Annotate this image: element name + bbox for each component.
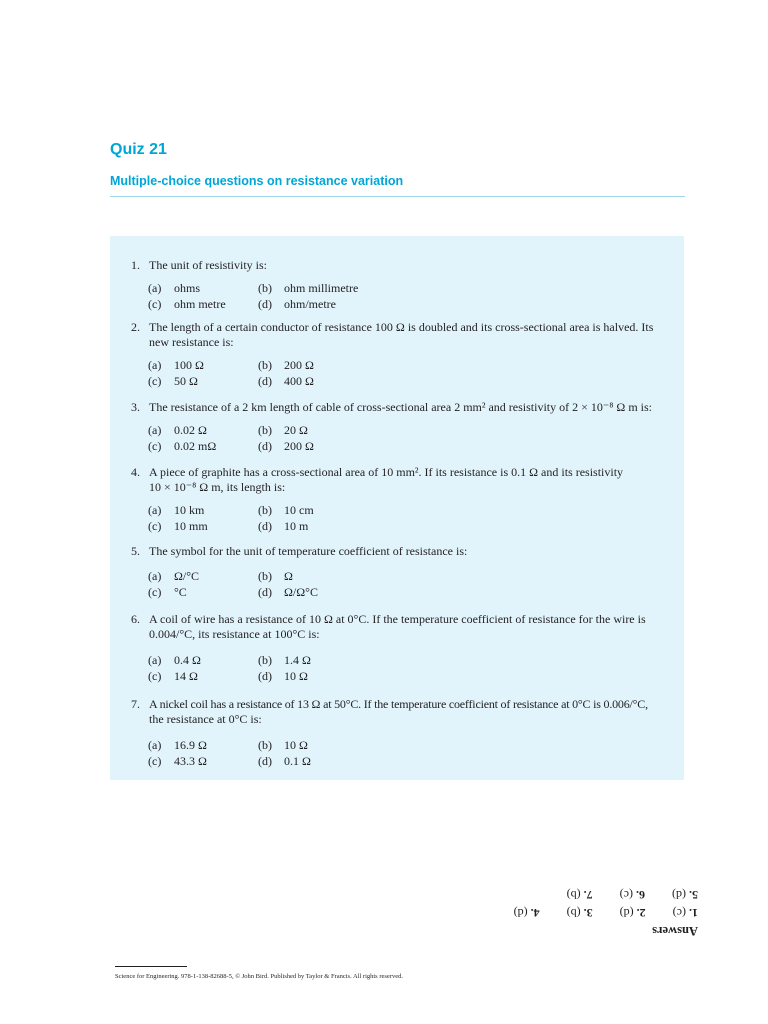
option-text: 50 Ω: [174, 374, 198, 388]
option-label: (b): [258, 358, 272, 372]
option-b: [258, 568, 293, 584]
option-text: 400 Ω: [284, 374, 314, 388]
option-b: [258, 422, 308, 438]
answers-line-1: [478, 904, 698, 922]
option-text: °C: [174, 585, 187, 599]
option-text: ohm/metre: [284, 297, 336, 311]
option-label: (c): [148, 374, 162, 388]
option-text: 200 Ω: [284, 358, 314, 372]
option-text: 16.9 Ω: [174, 738, 207, 752]
option-text: ohm metre: [174, 297, 226, 311]
option-d: [258, 668, 308, 684]
option-text: 0.02 mΩ: [174, 439, 217, 453]
option-b: [258, 357, 314, 373]
option-label: (d): [258, 374, 272, 388]
option-a: [148, 422, 207, 438]
option-label: (a): [148, 569, 162, 583]
quiz-subtitle: Multiple-choice questions on resistance variation: [110, 174, 404, 188]
option-label: (b): [258, 423, 272, 437]
option-c: [148, 518, 208, 534]
option-label: (c): [148, 585, 162, 599]
option-c: [148, 753, 207, 769]
option-text: Ω: [284, 569, 293, 583]
question-text-continued: 10 × 10⁻⁸ Ω m, its length is:: [149, 479, 286, 494]
option-label: (b): [258, 503, 272, 517]
question-text: A piece of graphite has a cross-sectional area of 10 mm². If its resistance is 0.1 Ω and its resistivity: [149, 465, 624, 479]
answer-item: 7. (b): [566, 888, 593, 902]
option-b: [258, 652, 311, 668]
option-label: (c): [148, 439, 162, 453]
quiz-title: Quiz 21: [110, 141, 167, 158]
footer-divider: [115, 966, 187, 967]
option-label: (d): [258, 297, 272, 311]
option-text: 10 m: [284, 519, 309, 533]
option-text: ohm millimetre: [284, 281, 359, 295]
question-text-continued: the resistance at 0°C is:: [149, 711, 262, 726]
question-number: 4.: [131, 465, 140, 479]
option-text: 10 Ω: [284, 738, 308, 752]
question-text: A nickel coil has a resistance of 13 Ω at 50°C. If the temperature coefficient of resistance at 0°C is 0.006/°C,: [149, 697, 648, 711]
option-d: [258, 584, 318, 600]
option-label: (b): [258, 281, 272, 295]
answer-item: 5. (d): [672, 888, 698, 902]
answers-line-2: [478, 886, 698, 904]
option-label: (b): [258, 569, 272, 583]
option-a: [148, 737, 207, 753]
copyright-footer: Science for Engineering. 978-1-138-82688-5, © John Bird. Published by Taylor & Francis. All rights reserved.: [115, 973, 403, 980]
option-text: 10 mm: [174, 519, 208, 533]
option-b: [258, 280, 358, 296]
option-d: [258, 753, 311, 769]
option-d: [258, 518, 308, 534]
option-label: (d): [258, 519, 272, 533]
question-text-continued: 0.004/°C, its resistance at 100°C is:: [149, 626, 320, 641]
option-label: (a): [148, 653, 162, 667]
option-label: (a): [148, 503, 162, 517]
option-text: 10 km: [174, 503, 205, 517]
question-text: The resistance of a 2 km length of cable of cross-sectional area 2 mm² and resistivity of 2 × 10⁻⁸ Ω m is:: [149, 400, 652, 414]
answers-block: [478, 868, 698, 940]
option-label: (a): [148, 738, 162, 752]
question-number: 1.: [131, 258, 140, 272]
option-c: [148, 438, 216, 454]
answers-heading: Answers: [652, 924, 698, 938]
option-label: (c): [148, 519, 162, 533]
question-text: The unit of resistivity is:: [149, 258, 267, 272]
option-label: (a): [148, 423, 162, 437]
option-label: (a): [148, 358, 162, 372]
option-text: ohms: [174, 281, 201, 295]
answer-item: 6. (c): [619, 888, 645, 902]
answer-item: 3. (b): [566, 906, 593, 920]
option-label: (b): [258, 738, 272, 752]
option-text: 10 Ω: [284, 669, 308, 683]
title-divider: [110, 196, 685, 197]
question-number: 5.: [131, 544, 140, 558]
option-text: 200 Ω: [284, 439, 314, 453]
option-text: 0.4 Ω: [174, 653, 201, 667]
option-text: 10 cm: [284, 503, 314, 517]
option-text: 14 Ω: [174, 669, 198, 683]
question-text: A coil of wire has a resistance of 10 Ω at 0°C. If the temperature coefficient of resistance for the wire is: [149, 612, 646, 626]
option-a: [148, 280, 200, 296]
option-label: (d): [258, 669, 272, 683]
answer-item: 2. (d): [619, 906, 646, 920]
option-label: (d): [258, 585, 272, 599]
option-d: [258, 296, 336, 312]
option-c: [148, 668, 198, 684]
option-a: [148, 357, 204, 373]
question-number: 7.: [131, 697, 140, 711]
option-text: 100 Ω: [174, 358, 204, 372]
option-label: (c): [148, 669, 162, 683]
question-text-continued: new resistance is:: [149, 334, 234, 349]
option-text: 1.4 Ω: [284, 653, 311, 667]
option-label: (a): [148, 281, 162, 295]
option-label: (c): [148, 754, 162, 768]
option-label: (d): [258, 754, 272, 768]
option-c: [148, 373, 198, 389]
answer-item: 4. (d): [513, 906, 540, 920]
question-number: 2.: [131, 320, 140, 334]
option-text: 0.02 Ω: [174, 423, 207, 437]
question-text: The length of a certain conductor of resistance 100 Ω is doubled and its cross-sectional area is halved. Its: [149, 320, 654, 334]
option-a: [148, 502, 204, 518]
option-text: 43.3 Ω: [174, 754, 207, 768]
question-text: The symbol for the unit of temperature coefficient of resistance is:: [149, 544, 468, 558]
option-text: 20 Ω: [284, 423, 308, 437]
option-label: (b): [258, 653, 272, 667]
option-c: [148, 584, 187, 600]
option-text: Ω/°C: [174, 569, 200, 583]
option-a: [148, 568, 199, 584]
option-text: 0.1 Ω: [284, 754, 311, 768]
question-number: 6.: [131, 612, 140, 626]
option-b: [258, 737, 308, 753]
option-c: [148, 296, 226, 312]
option-a: [148, 652, 201, 668]
answer-item: 1. (c): [672, 906, 698, 920]
option-label: (c): [148, 297, 162, 311]
option-text: Ω/Ω°C: [284, 585, 318, 599]
question-number: 3.: [131, 400, 140, 414]
option-label: (d): [258, 439, 272, 453]
option-b: [258, 502, 314, 518]
option-d: [258, 438, 314, 454]
option-d: [258, 373, 314, 389]
